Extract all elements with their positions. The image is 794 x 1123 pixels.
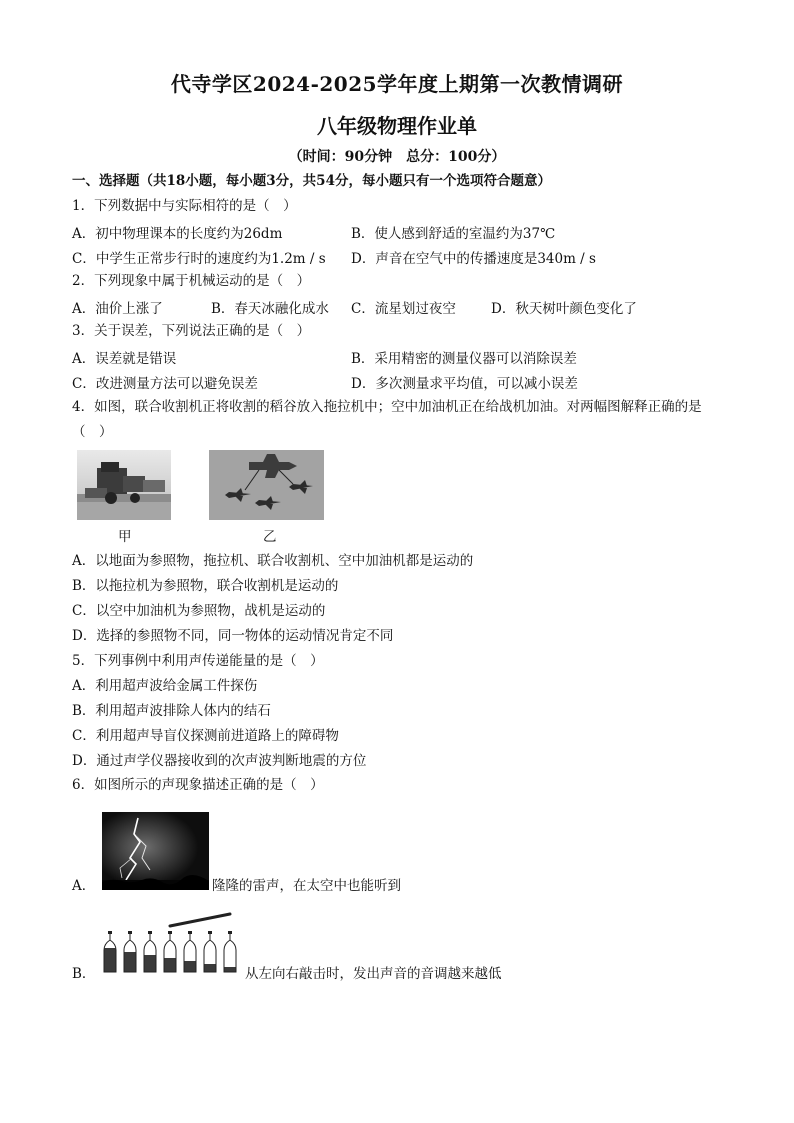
aerial-refueling-image xyxy=(209,450,324,520)
q6-option-b-label: B． xyxy=(72,966,96,982)
q1-option-c: C．中学生正常步行时的速度约为1.2m / s xyxy=(72,251,326,267)
q5-option-b: B．利用超声波排除人体内的结石 xyxy=(72,703,271,719)
q5-option-c: C．利用超声导盲仪探测前进道路上的障碍物 xyxy=(72,728,339,744)
q3-option-c: C．改进测量方法可以避免误差 xyxy=(72,376,258,392)
q4-option-d: D．选择的参照物不同，同一物体的运动情况肯定不同 xyxy=(72,628,394,644)
q2-option-b: B．春天冰融化成水 xyxy=(211,301,329,317)
harvester-image xyxy=(77,450,171,520)
q2-option-d: D．秋天树叶颜色变化了 xyxy=(491,301,637,317)
q5-option-a: A．利用超声波给金属工件探伤 xyxy=(72,678,258,694)
q6-option-b-text: 从左向右敲击时，发出声音的音调越来越低 xyxy=(245,966,502,982)
q3-option-b: B．采用精密的测量仪器可以消除误差 xyxy=(351,351,577,367)
q4-option-a: A．以地面为参照物，拖拉机、联合收割机、空中加油机都是运动的 xyxy=(72,553,474,569)
figure-caption-yi: 乙 xyxy=(263,529,277,545)
lightning-image xyxy=(102,812,209,890)
q4-option-b: B．以拖拉机为参照物，联合收割机是运动的 xyxy=(72,578,339,594)
q6-stem: 6．如图所示的声现象描述正确的是（ ） xyxy=(72,777,324,793)
q2-stem: 2．下列现象中属于机械运动的是（ ） xyxy=(72,273,311,289)
figure-caption-jia: 甲 xyxy=(118,529,132,545)
q6-option-a-label: A． xyxy=(72,878,96,894)
q2-option-c: C．流星划过夜空 xyxy=(351,301,456,317)
q5-option-d: D．通过声学仪器接收到的次声波判断地震的方位 xyxy=(72,753,367,769)
q1-option-b: B．使人感到舒适的室温约为37℃ xyxy=(351,226,556,242)
section-heading: 一、选择题（共18小题，每小题3分，共54分，每小题只有一个选项符合题意） xyxy=(72,173,551,189)
q6-option-a-text: 隆隆的雷声，在太空中也能听到 xyxy=(212,878,401,894)
q3-stem: 3．关于误差，下列说法正确的是（ ） xyxy=(72,323,311,339)
q4-option-c: C．以空中加油机为参照物，战机是运动的 xyxy=(72,603,326,619)
q3-option-a: A．误差就是错误 xyxy=(72,351,177,367)
q1-stem: 1．下列数据中与实际相符的是（ ） xyxy=(72,198,297,214)
exam-title: 代寺学区2024-2025学年度上期第一次教情调研 xyxy=(170,72,624,96)
q2-option-a: A．油价上涨了 xyxy=(72,301,163,317)
q4-stem-continued: （ ） xyxy=(72,424,113,440)
q3-option-d: D．多次测量求平均值，可以减小误差 xyxy=(351,376,578,392)
q5-stem: 5．下列事例中利用声传递能量的是（ ） xyxy=(72,653,324,669)
q4-stem: 4．如图，联合收割机正将收割的稻谷放入拖拉机中；空中加油机正在给战机加油。对两幅图解释正确的是 xyxy=(72,399,702,415)
bottles-image xyxy=(102,912,244,976)
exam-subtitle: 八年级物理作业单 xyxy=(317,114,477,138)
exam-meta: （时间：90分钟 总分：100分） xyxy=(288,149,506,165)
q1-option-a: A．初中物理课本的长度约为26dm xyxy=(72,226,283,242)
q1-option-d: D．声音在空气中的传播速度是340m / s xyxy=(351,251,596,267)
